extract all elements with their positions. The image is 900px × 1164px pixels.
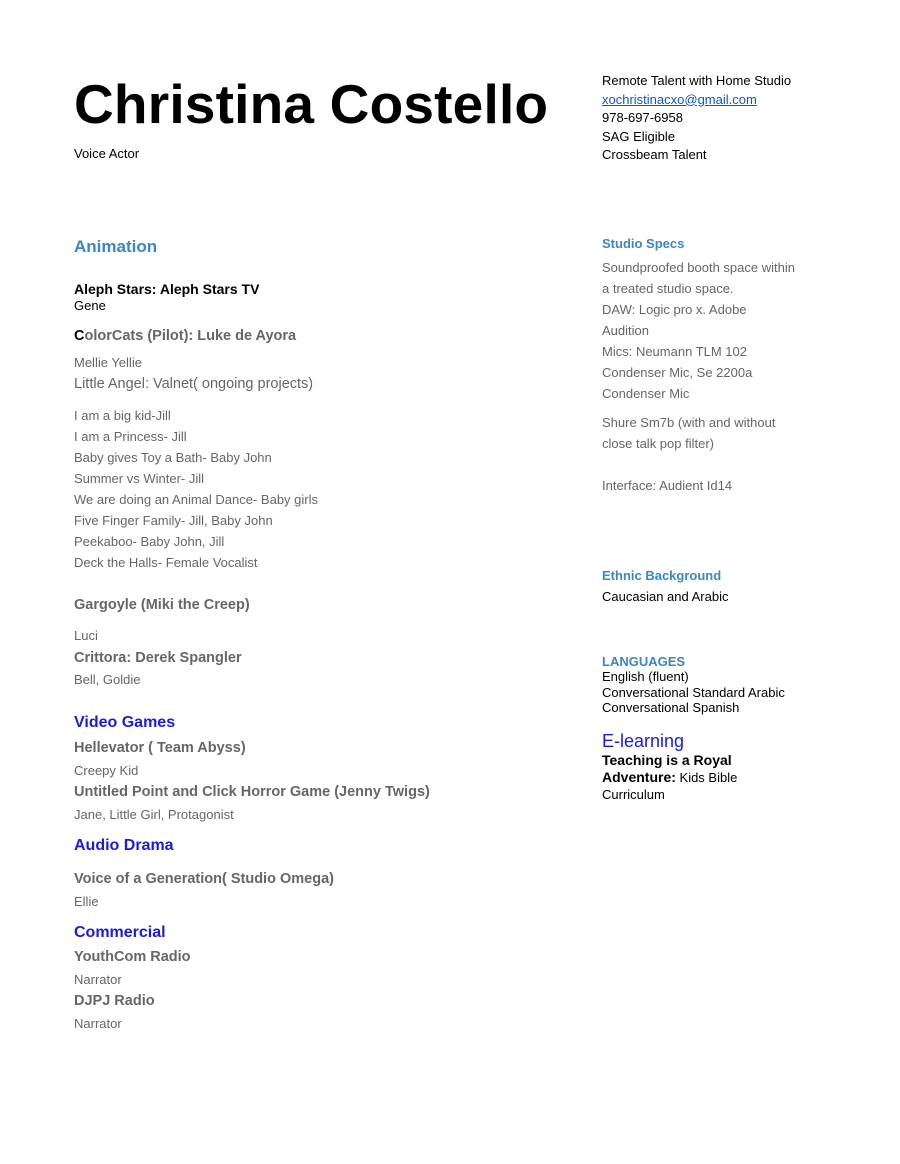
elearning-desc-end: Curriculum xyxy=(602,787,665,802)
credit-role-colorcats: Mellie Yellie xyxy=(74,355,142,370)
languages-list xyxy=(602,669,785,716)
list-item: Peekaboo- Baby John, Jill xyxy=(74,534,225,549)
credit-title-djpj: DJPJ Radio xyxy=(74,993,155,1009)
ethnic-heading: Ethnic Background xyxy=(602,568,722,583)
ethnic-value: Caucasian and Arabic xyxy=(602,589,729,604)
union-status: SAG Eligible xyxy=(602,128,675,144)
email-link[interactable]: xochristinacxo@gmail.com xyxy=(602,91,757,107)
list-item: Five Finger Family- Jill, Baby John xyxy=(74,513,273,528)
studio-interface: Interface: Audient Id14 xyxy=(602,478,733,493)
language-item: Conversational Standard Arabic xyxy=(602,684,785,700)
credit-role-crittora: Bell, Goldie xyxy=(74,672,141,687)
languages-heading: LANGUAGES xyxy=(602,654,686,669)
credit-title-voice-generation: Voice of a Generation( Studio Omega) xyxy=(74,871,334,887)
list-item: I am a big kid-Jill xyxy=(74,408,171,423)
list-item: Baby gives Toy a Bath- Baby John xyxy=(74,450,272,465)
elearning-heading: E-learning xyxy=(602,731,685,751)
spec-line: close talk pop filter) xyxy=(602,436,714,451)
spec-line: a treated studio space. xyxy=(602,281,734,296)
elearning-desc: Kids Bible xyxy=(675,770,738,785)
studio-info: Remote Talent with Home Studio xyxy=(602,73,792,88)
credit-role-aleph: Gene xyxy=(74,298,106,313)
credit-role-youthcom: Narrator xyxy=(74,972,122,987)
credit-role-hellevator: Creepy Kid xyxy=(74,763,139,778)
credit-role-gargoyle: Luci xyxy=(74,628,98,643)
phone-number: 978-697-6958 xyxy=(602,110,683,126)
spec-line: Audition xyxy=(602,323,649,338)
spec-line: Mics: Neumann TLM 102 xyxy=(602,344,747,359)
language-item: Conversational Spanish xyxy=(602,700,740,715)
list-item: Summer vs Winter- Jill xyxy=(74,471,205,486)
spec-line: Condenser Mic xyxy=(602,386,690,401)
list-item: We are doing an Animal Dance- Baby girls xyxy=(74,492,318,507)
spec-line: Condenser Mic, Se 2200a xyxy=(602,365,753,380)
credit-title-horror-game: Untitled Point and Click Horror Game (Jenny Twigs) xyxy=(74,784,430,800)
spec-line: Shure Sm7b (with and without xyxy=(602,415,776,430)
colorcats-title-rest: olorCats (Pilot): Luke de Ayora xyxy=(84,328,297,344)
credit-role-horror-game: Jane, Little Girl, Protagonist xyxy=(74,807,234,822)
credit-title-little-angel: Little Angel: Valnet( ongoing projects) xyxy=(74,376,314,392)
credit-role-djpj: Narrator xyxy=(74,1016,122,1031)
list-item: Deck the Halls- Female Vocalist xyxy=(74,555,258,570)
language-item: English (fluent) xyxy=(602,669,689,684)
agency-name: Crossbeam Talent xyxy=(602,147,707,163)
animation-heading: Animation xyxy=(74,237,158,256)
credit-title-youthcom: YouthCom Radio xyxy=(74,949,191,965)
spec-line: Soundproofed booth space within xyxy=(602,260,795,275)
list-item: I am a Princess- Jill xyxy=(74,429,187,444)
little-angel-roles xyxy=(74,405,318,573)
video-games-heading: Video Games xyxy=(74,714,176,731)
resume-title: Voice Actor xyxy=(74,146,140,161)
studio-specs-heading: Studio Specs xyxy=(602,236,685,251)
elearning-title-line: Teaching is a Royal xyxy=(602,752,732,768)
credit-role-voice-generation: Ellie xyxy=(74,894,99,909)
colorcats-initial: C xyxy=(74,328,85,344)
resume-name: Christina Costello xyxy=(74,73,549,135)
credit-title-hellevator: Hellevator ( Team Abyss) xyxy=(74,740,246,756)
studio-specs-list xyxy=(602,257,795,404)
credit-title-colorcats xyxy=(74,328,296,344)
elearning-credit xyxy=(602,752,737,803)
contact-block xyxy=(602,72,791,165)
credit-title-aleph: Aleph Stars: Aleph Stars TV xyxy=(74,281,260,297)
spec-line: DAW: Logic pro x. Adobe xyxy=(602,302,747,317)
commercial-heading: Commercial xyxy=(74,924,166,941)
elearning-title-end: Adventure: xyxy=(602,769,676,785)
audio-drama-heading: Audio Drama xyxy=(74,837,174,854)
credit-title-gargoyle: Gargoyle (Miki the Creep) xyxy=(74,597,250,613)
studio-specs-mic-list xyxy=(602,412,775,454)
credit-title-crittora: Crittora: Derek Spangler xyxy=(74,650,242,666)
